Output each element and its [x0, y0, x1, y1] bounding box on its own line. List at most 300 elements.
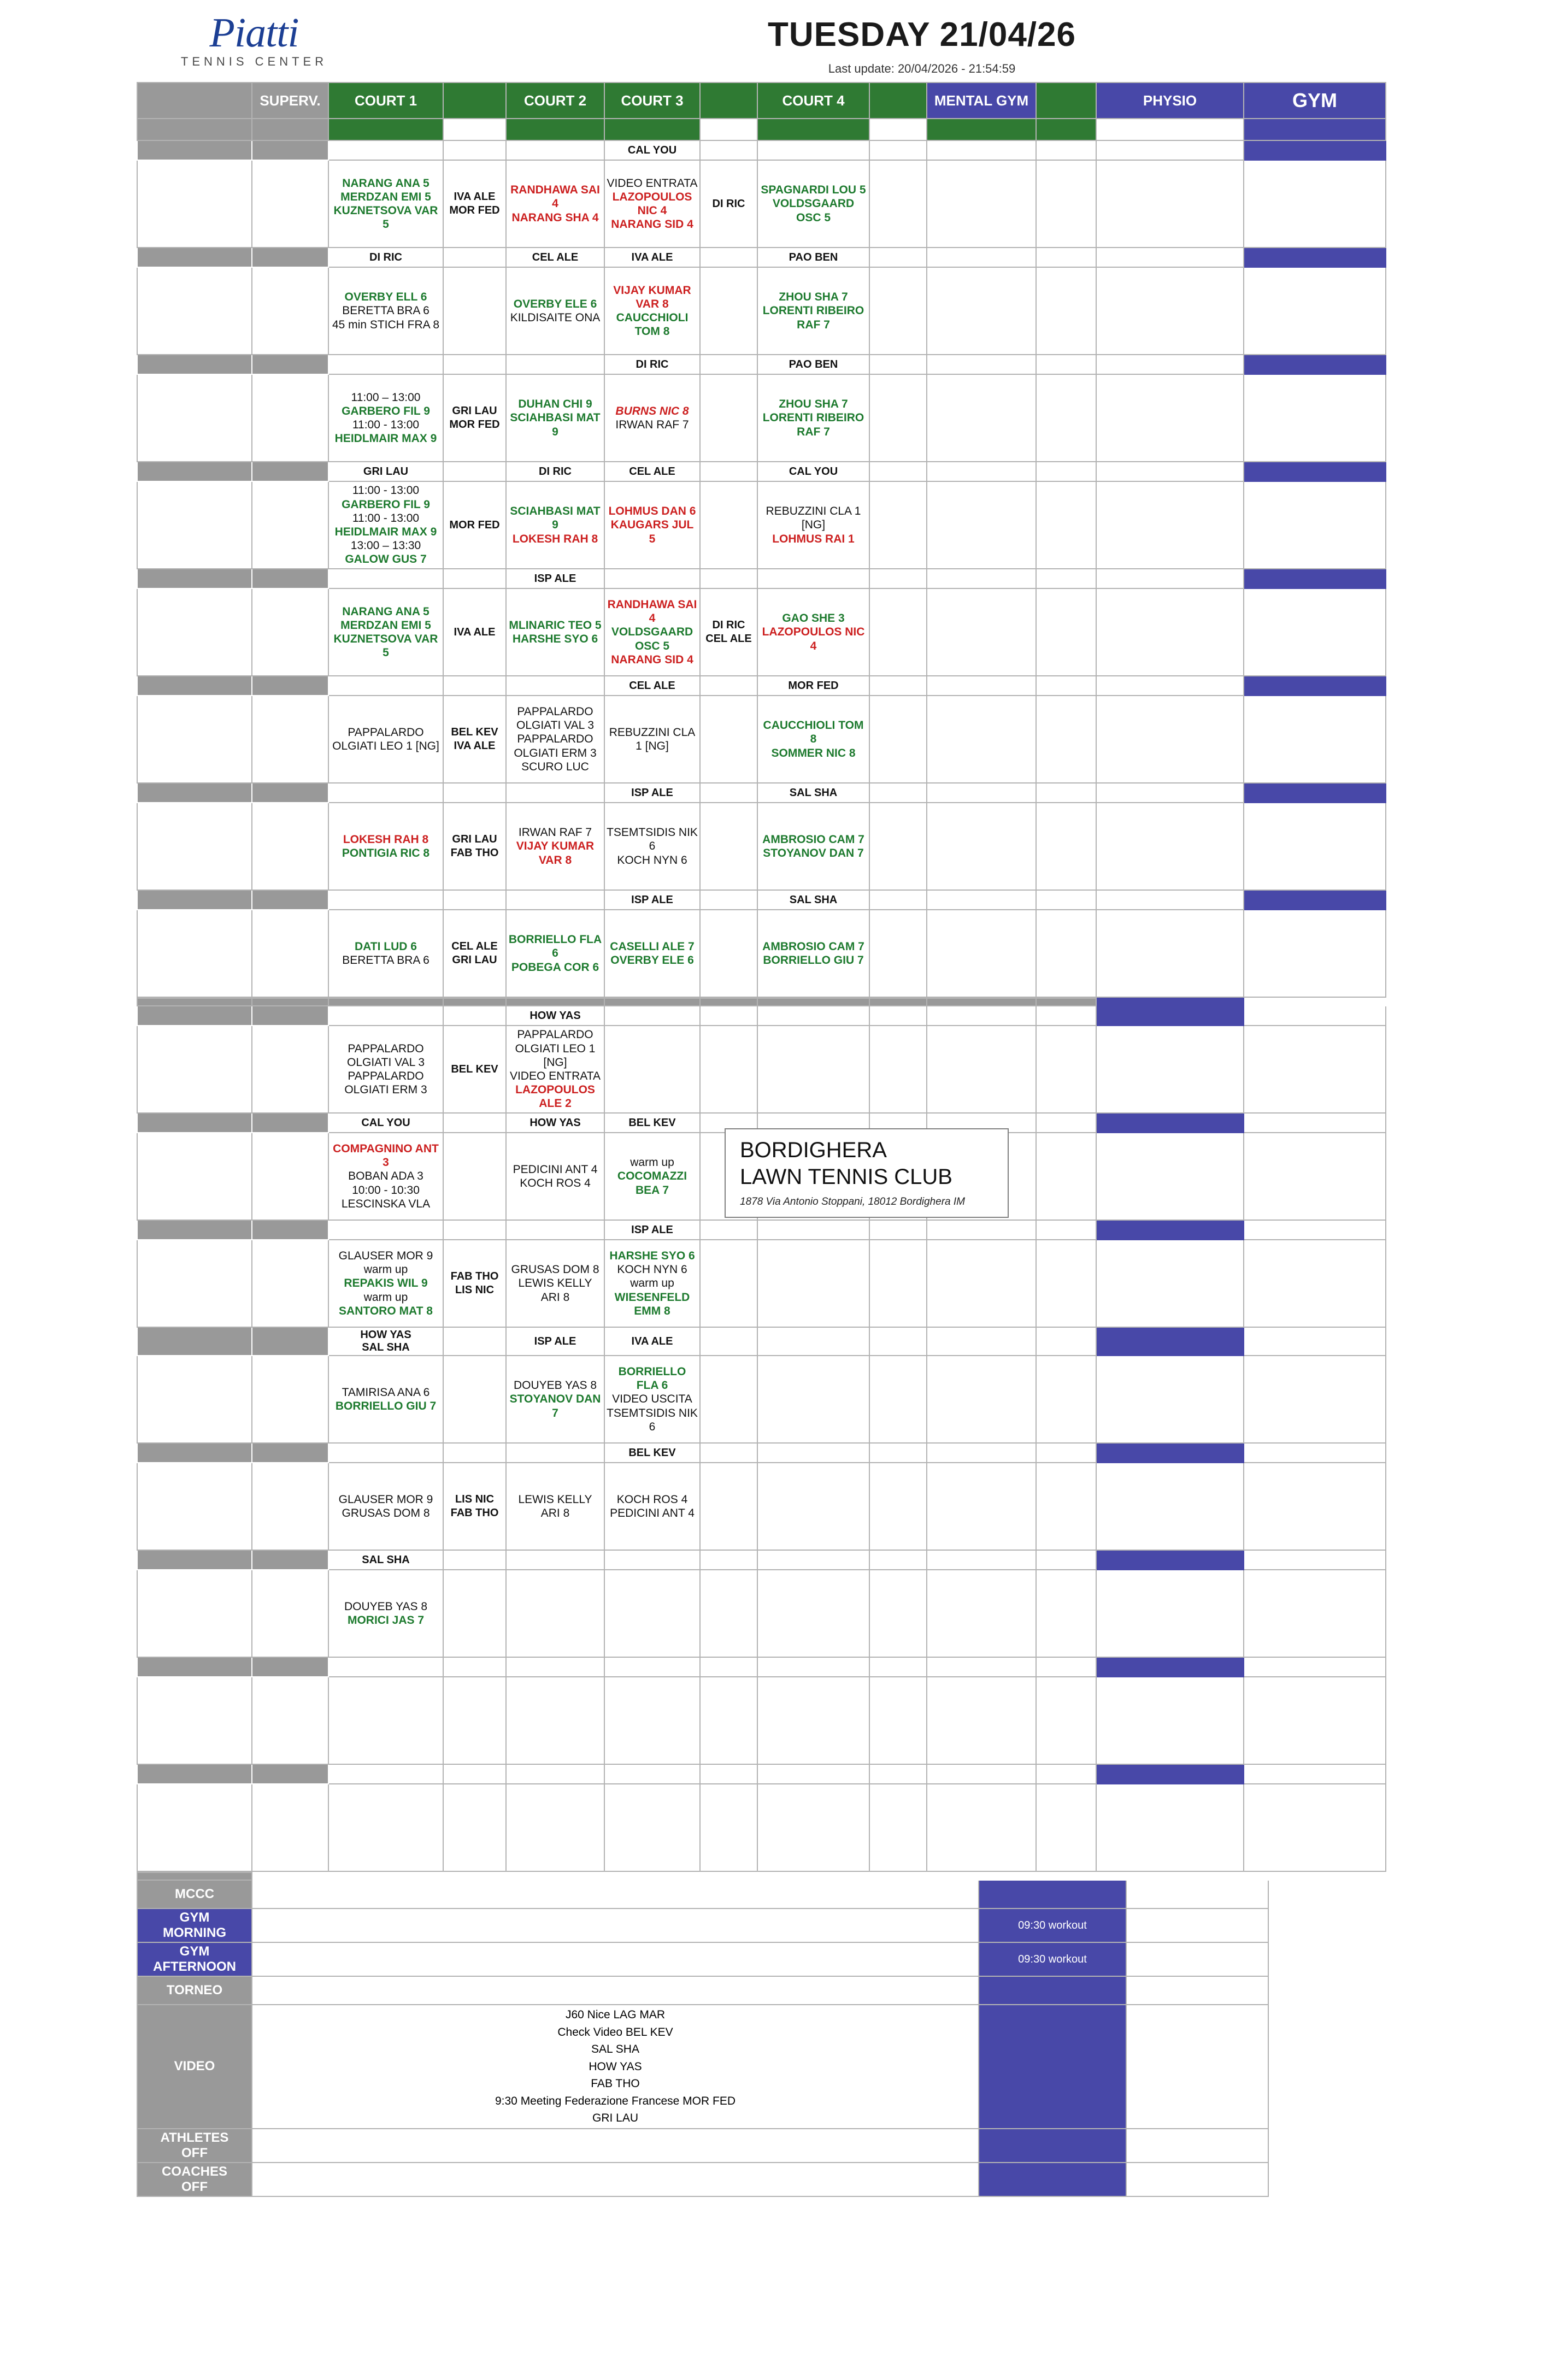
bltc-coach-strip-row: [137, 1764, 1386, 1784]
coach-strip-court3-coach: [700, 248, 757, 267]
bltc-row-gym: [1244, 1026, 1386, 1113]
bltc-strip-court1: [328, 1764, 443, 1784]
separator-cell: [604, 998, 700, 1006]
coach-strip-gym: [1244, 890, 1386, 910]
bltc-strip-physio: [1096, 1657, 1244, 1677]
col-physio: PHYSIO: [1096, 83, 1244, 119]
coach-strip-court3-coach: [700, 890, 757, 910]
bltc-strip-mental-gym-extra: [1036, 1443, 1096, 1463]
bltc-row-court3: KOCH ROS 4 PEDICINI ANT 4: [604, 1463, 700, 1550]
footer-row-content: [252, 2129, 979, 2163]
coach-strip-mental-gym: [927, 462, 1036, 481]
footer-row-right: [979, 1880, 1126, 1908]
footer-row-right: [979, 2005, 1126, 2129]
bltc-row-mental-gym-extra: [1036, 1133, 1096, 1220]
bltc-row-mental-gym-extra: [1036, 1570, 1096, 1657]
footer-row-label: VIDEO: [137, 2005, 252, 2129]
footer-row: [137, 1942, 1268, 1976]
footer-sep-cell: [1126, 1872, 1268, 1880]
bltc-strip-court1-coach: [443, 1764, 506, 1784]
row-court3: BURNS NIC 8 IRWAN RAF 7: [604, 374, 700, 462]
row-mental-gym-extra: [1036, 267, 1096, 355]
row-time-label: 14:00: [137, 588, 252, 676]
coach-strip-court4: [757, 140, 869, 160]
coach-strip-mental-gym: [927, 569, 1036, 588]
separator-cell: [927, 998, 1036, 1006]
row-court3-coach: [700, 374, 757, 462]
row-superv: [252, 374, 328, 462]
bltc-row-court2: DOUYEB YAS 8 STOYANOV DAN 7: [506, 1356, 604, 1443]
bltc-strip-court1-coach: [443, 1006, 506, 1026]
coach-strip-court3: ISP ALE: [604, 783, 700, 803]
bltc-row-court3: [604, 1677, 700, 1764]
coach-strip-mental-gym-extra: [1036, 783, 1096, 803]
bltc-row-court4-coach: [869, 1026, 927, 1113]
bltc-strip-time-spacer: [137, 1327, 252, 1356]
bltc-row-court1: COMPAGNINO ANT 3 BOBAN ADA 3 10:00 - 10:30 LESCINSKA VLA: [328, 1133, 443, 1220]
row-court2: RANDHAWA SAI 4 NARANG SHA 4: [506, 160, 604, 248]
bltc-strip-physio: [1096, 1443, 1244, 1463]
row-mental-gym: [927, 803, 1036, 890]
bltc-strip-mental-gym: [927, 1657, 1036, 1677]
bltc-strip-mental-gym-extra: [1036, 1220, 1096, 1240]
coach-strip-court1-coach: [443, 783, 506, 803]
footer-row-label: GYM AFTERNOON: [137, 1942, 252, 1976]
bltc-row-mental-gym-extra: [1036, 1356, 1096, 1443]
coach-strip-superv: [252, 140, 328, 160]
row-court3-coach: [700, 481, 757, 569]
bltc-row-court1: DOUYEB YAS 8 MORICI JAS 7: [328, 1570, 443, 1657]
bltc-row-court1-coach: [443, 1677, 506, 1764]
row-court4: AMBROSIO CAM 7 STOYANOV DAN 7: [757, 803, 869, 890]
bltc-row-mental-gym-extra: [1036, 1026, 1096, 1113]
bltc-strip-court2: [506, 1443, 604, 1463]
coach-strip-physio: [1096, 355, 1244, 374]
bltc-row-court1: GLAUSER MOR 9 warm up REPAKIS WIL 9 warm up SANTORO MAT 8: [328, 1240, 443, 1327]
separator-cell-gym: [1244, 998, 1386, 1006]
bltc-row-physio: 17:00 workout: [1096, 1784, 1244, 1871]
tables-region: [0, 82, 1565, 2197]
row-court3: TSEMTSIDIS NIK 6 KOCH NYN 6: [604, 803, 700, 890]
coach-strip-court4-coach: [869, 783, 927, 803]
coach-strip-court1: [328, 140, 443, 160]
coach-strip-court3-coach: [700, 783, 757, 803]
coach-strip-court2: [506, 890, 604, 910]
venue-name-line1: BORDIGHERA: [740, 1138, 887, 1162]
bltc-row-court2: GRUSAS DOM 8 LEWIS KELLY ARI 8: [506, 1240, 604, 1327]
coach-strip-row: [137, 462, 1386, 481]
bltc-row-superv: [252, 1463, 328, 1550]
last-update-label: Last update: 20/04/2026 - 21:54:59: [828, 62, 1016, 75]
bltc-strip-court4-coach: [869, 1220, 927, 1240]
row-court4-coach: [869, 267, 927, 355]
coach-strip-court4: [757, 569, 869, 588]
sub-court3-coach: [700, 119, 757, 140]
bltc-row-physio: 11:00 workout: [1096, 1133, 1244, 1220]
bltc-row-mental-gym: [927, 1463, 1036, 1550]
bltc-strip-court4-coach: [869, 1006, 927, 1026]
row-court4-coach: [869, 160, 927, 248]
coach-strip-physio: [1096, 783, 1244, 803]
coach-strip-court4-coach: [869, 890, 927, 910]
bltc-row-time-label: BLTC 08:00: [137, 1026, 252, 1113]
row-mental-gym: [927, 160, 1036, 248]
bltc-strip-physio: [1096, 1113, 1244, 1133]
row-court1: LOKESH RAH 8 PONTIGIA RIC 8: [328, 803, 443, 890]
schedule-row: [137, 696, 1386, 783]
bltc-row-mental-gym-extra: [1036, 1463, 1096, 1550]
bltc-strip-court4: [757, 1006, 869, 1026]
bltc-coach-strip-row: [137, 1220, 1386, 1240]
coach-strip-court4-coach: [869, 569, 927, 588]
bltc-strip-court3-coach: [700, 1006, 757, 1026]
bltc-row-court3: [604, 1026, 700, 1113]
sub-superv: [252, 119, 328, 140]
coach-strip-court3: DI RIC: [604, 355, 700, 374]
bltc-row-court1: GLAUSER MOR 9 GRUSAS DOM 8: [328, 1463, 443, 1550]
bltc-row-court3-coach: [700, 1240, 757, 1327]
bltc-strip-court4: [757, 1443, 869, 1463]
footer-sep-cell: [252, 1872, 979, 1880]
bltc-strip-court1-coach: [443, 1220, 506, 1240]
row-court4: ZHOU SHA 7 LORENTI RIBEIRO RAF 7: [757, 374, 869, 462]
bltc-strip-superv: [252, 1550, 328, 1570]
bltc-coach-strip-row: [137, 1327, 1386, 1356]
row-court1-coach: GRI LAU MOR FED: [443, 374, 506, 462]
col-court3-coach: [700, 83, 757, 119]
row-gym: 15:30 workout: [1244, 588, 1386, 676]
coach-strip-court1: [328, 355, 443, 374]
coach-strip-mental-gym-extra: [1036, 355, 1096, 374]
bltc-row-court4: [757, 1356, 869, 1443]
row-court1-coach: IVA ALE: [443, 588, 506, 676]
coach-strip-time-spacer: [137, 569, 252, 588]
bltc-coach-strip-row: [137, 1657, 1386, 1677]
section-separator: [137, 998, 1386, 1006]
bltc-row-mental-gym: [927, 1677, 1036, 1764]
footer-row-gym: [1126, 1976, 1268, 2005]
bltc-row-court1-coach: [443, 1784, 506, 1871]
bltc-row-mental-gym: [927, 1356, 1036, 1443]
bltc-strip-court3-coach: [700, 1550, 757, 1570]
coach-strip-court4: CAL YOU: [757, 462, 869, 481]
coach-strip-gym: [1244, 355, 1386, 374]
coach-strip-court4: SAL SHA: [757, 783, 869, 803]
coach-strip-court3: CEL ALE: [604, 676, 700, 696]
row-mental-gym: [927, 481, 1036, 569]
row-time-label: 11:00: [137, 374, 252, 462]
coach-strip-court3: [604, 569, 700, 588]
bltc-row-court4-coach: [869, 1784, 927, 1871]
coach-strip-gym: [1244, 248, 1386, 267]
footer-row-gym: [1126, 1942, 1268, 1976]
coach-strip-time-spacer: [137, 676, 252, 696]
coach-strip-superv: [252, 783, 328, 803]
bltc-strip-physio: [1096, 1220, 1244, 1240]
footer-row-gym: [1126, 1908, 1268, 1942]
row-superv: [252, 481, 328, 569]
row-gym: 11:00 workout: [1244, 267, 1386, 355]
coach-strip-mental-gym-extra: [1036, 248, 1096, 267]
bltc-row-time-label: BLTC 14:00: [137, 1463, 252, 1550]
coach-strip-mental-gym: [927, 248, 1036, 267]
bltc-row-mental-gym-extra: [1036, 1784, 1096, 1871]
bltc-strip-physio: [1096, 1327, 1244, 1356]
schedule-row: [137, 588, 1386, 676]
coach-strip-court4-coach: [869, 676, 927, 696]
row-mental-gym: [927, 696, 1036, 783]
bltc-strip-mental-gym: [927, 1220, 1036, 1240]
coach-strip-court1: [328, 783, 443, 803]
venue-address: 1878 Via Antonio Stoppani, 18012 Bordighera IM: [740, 1195, 965, 1207]
separator-cell: [328, 998, 443, 1006]
page-title: TUESDAY 21/04/26: [767, 16, 1076, 54]
separator-cell: [443, 998, 506, 1006]
coach-strip-physio: [1096, 676, 1244, 696]
bltc-row-gym: [1244, 1240, 1386, 1327]
bltc-strip-court4-coach: [869, 1550, 927, 1570]
bltc-row-time-label: BLTC 17:00: [137, 1677, 252, 1764]
row-court3: RANDHAWA SAI 4 VOLDSGAARD OSC 5 NARANG SID 4: [604, 588, 700, 676]
bltc-row-mental-gym: [927, 1570, 1036, 1657]
bltc-row-court4-coach: [869, 1570, 927, 1657]
bltc-strip-court2: [506, 1550, 604, 1570]
row-physio: [1096, 588, 1244, 676]
bltc-strip-physio: [1096, 1764, 1244, 1784]
row-court1: DATI LUD 6 BERETTA BRA 6: [328, 910, 443, 997]
row-court2: DUHAN CHI 9 SCIAHBASI MAT 9: [506, 374, 604, 462]
bltc-row-court3: [604, 1570, 700, 1657]
sub-court1: [328, 119, 443, 140]
bltc-strip-superv: [252, 1006, 328, 1026]
bltc-strip-mental-gym: [927, 1327, 1036, 1356]
bltc-row-court3: HARSHE SYO 6 KOCH NYN 6 warm up WIESENFELD EMM 8: [604, 1240, 700, 1327]
coach-strip-row: [137, 140, 1386, 160]
bltc-strip-court1: CAL YOU: [328, 1113, 443, 1133]
bltc-row-superv: [252, 1133, 328, 1220]
coach-strip-court1: [328, 890, 443, 910]
schedule-row: [137, 374, 1386, 462]
row-court2: PAPPALARDO OLGIATI VAL 3 PAPPALARDO OLGIATI ERM 3 SCURO LUC: [506, 696, 604, 783]
footer-row: [137, 1976, 1268, 2005]
bltc-strip-court1-coach: [443, 1113, 506, 1133]
coach-strip-court2: ISP ALE: [506, 569, 604, 588]
coach-strip-gym: [1244, 676, 1386, 696]
title-block: [279, 10, 1565, 76]
bltc-strip-court4: [757, 1657, 869, 1677]
row-physio: [1096, 803, 1244, 890]
bltc-row-superv: [252, 1784, 328, 1871]
footer-row-label: GYM MORNING: [137, 1908, 252, 1942]
coach-strip-court3-coach: [700, 569, 757, 588]
row-court3-coach: [700, 910, 757, 997]
coach-strip-gym: [1244, 140, 1386, 160]
coach-strip-mental-gym: [927, 890, 1036, 910]
coach-strip-court1: GRI LAU: [328, 462, 443, 481]
bltc-schedule-row: [137, 1570, 1386, 1657]
row-court3: VIDEO ENTRATA LAZOPOULOS NIC 4 NARANG SID 4: [604, 160, 700, 248]
bltc-strip-time-spacer: [137, 1220, 252, 1240]
row-mental-gym: [927, 910, 1036, 997]
footer-row-content: [252, 1942, 979, 1976]
col-gym: GYM: [1244, 83, 1386, 119]
bltc-strip-time-spacer: [137, 1443, 252, 1463]
bltc-row-time-label: BLTC 12:30: [137, 1356, 252, 1443]
footer-row-gym: [1126, 2163, 1268, 2196]
row-court1: NARANG ANA 5 MERDZAN EMI 5 KUZNETSOVA VAR 5: [328, 588, 443, 676]
bltc-strip-court4: [757, 1327, 869, 1356]
bltc-row-court1-coach: LIS NIC FAB THO: [443, 1463, 506, 1550]
coach-strip-physio: [1096, 462, 1244, 481]
row-court4: GAO SHE 3 LAZOPOULOS NIC 4: [757, 588, 869, 676]
bltc-row-time-label: BLTC 15:30: [137, 1570, 252, 1657]
bltc-row-court1: [328, 1677, 443, 1764]
bltc-strip-court3: BEL KEV: [604, 1443, 700, 1463]
bltc-strip-gym: [1244, 1113, 1386, 1133]
bltc-row-gym: [1244, 1677, 1386, 1764]
row-mental-gym-extra: [1036, 910, 1096, 997]
bltc-strip-time-spacer: [137, 1550, 252, 1570]
separator-cell: [869, 998, 927, 1006]
bltc-row-superv: [252, 1026, 328, 1113]
coach-strip-mental-gym-extra: [1036, 462, 1096, 481]
coach-strip-court1-coach: [443, 569, 506, 588]
separator-cell-physio: [1096, 998, 1244, 1006]
sub-court4-coach: [869, 119, 927, 140]
bltc-row-court4-coach: [869, 1356, 927, 1443]
sub-court2: [506, 119, 604, 140]
row-mental-gym-extra: [1036, 160, 1096, 248]
bltc-strip-gym: [1244, 1657, 1386, 1677]
sub-corner: [137, 119, 252, 140]
row-physio: [1096, 160, 1244, 248]
coach-strip-court4-coach: [869, 140, 927, 160]
separator-cell: [252, 998, 328, 1006]
footer-row-right: 09:30 workout: [979, 1908, 1126, 1942]
bltc-row-court3-coach: [700, 1463, 757, 1550]
coach-strip-court1-coach: [443, 676, 506, 696]
coach-strip-superv: [252, 355, 328, 374]
bltc-row-court4-coach: [869, 1463, 927, 1550]
bltc-row-time-label: BLTC 09:30: [137, 1133, 252, 1220]
main-schedule-table: [137, 82, 1386, 998]
row-court1-coach: [443, 267, 506, 355]
bltc-schedule-row: [137, 1240, 1386, 1327]
bltc-strip-court3: [604, 1657, 700, 1677]
coach-strip-mental-gym-extra: [1036, 140, 1096, 160]
bltc-strip-court2: [506, 1764, 604, 1784]
bltc-row-court3: warm up COCOMAZZI BEA 7: [604, 1133, 700, 1220]
row-gym: 17:00 workout: [1244, 696, 1386, 783]
row-mental-gym-extra: [1036, 588, 1096, 676]
coach-strip-court4: PAO BEN: [757, 355, 869, 374]
bltc-strip-mental-gym: [927, 1443, 1036, 1463]
col-court1-coach: [443, 83, 506, 119]
bltc-row-mental-gym: [927, 1240, 1036, 1327]
coach-strip-mental-gym-extra: [1036, 676, 1096, 696]
bltc-row-superv: [252, 1570, 328, 1657]
bltc-row-mental-gym: [927, 1026, 1036, 1113]
bltc-row-court3-coach: [700, 1026, 757, 1113]
bltc-row-court2: [506, 1677, 604, 1764]
row-mental-gym-extra: [1036, 481, 1096, 569]
bltc-strip-court4: [757, 1550, 869, 1570]
row-superv: [252, 267, 328, 355]
bltc-strip-mental-gym-extra: [1036, 1113, 1096, 1133]
coach-strip-row: [137, 783, 1386, 803]
row-court4-coach: [869, 910, 927, 997]
bltc-strip-court4-coach: [869, 1764, 927, 1784]
bltc-strip-court4: [757, 1220, 869, 1240]
bltc-row-court1-coach: FAB THO LIS NIC: [443, 1240, 506, 1327]
bltc-row-court1: [328, 1784, 443, 1871]
footer-sep-cell: [137, 1872, 252, 1880]
bltc-schedule-row: [137, 1677, 1386, 1764]
bltc-strip-gym: [1244, 1327, 1386, 1356]
bltc-row-court1-coach: [443, 1133, 506, 1220]
bltc-strip-court1: [328, 1443, 443, 1463]
footer-row-label: MCCC: [137, 1880, 252, 1908]
sub-court4: [757, 119, 869, 140]
row-physio: [1096, 267, 1244, 355]
row-mental-gym-extra: [1036, 374, 1096, 462]
coach-strip-superv: [252, 462, 328, 481]
separator-cell: [757, 998, 869, 1006]
row-court3-coach: [700, 267, 757, 355]
bltc-strip-court1: [328, 1006, 443, 1026]
footer-row: [137, 1880, 1268, 1908]
schedule-row: [137, 803, 1386, 890]
coach-strip-time-spacer: [137, 462, 252, 481]
coach-strip-court3: ISP ALE: [604, 890, 700, 910]
col-court3: COURT 3: [604, 83, 700, 119]
bltc-row-time-label: BLTC 18:30: [137, 1784, 252, 1871]
row-court3: LOHMUS DAN 6 KAUGARS JUL 5: [604, 481, 700, 569]
bltc-row-court2: PEDICINI ANT 4 KOCH ROS 4: [506, 1133, 604, 1220]
row-physio: [1096, 481, 1244, 569]
row-court1-coach: BEL KEV IVA ALE: [443, 696, 506, 783]
separator-cell: [137, 998, 252, 1006]
row-time-label: 18:30: [137, 910, 252, 997]
bltc-strip-superv: [252, 1220, 328, 1240]
sub-court1-coach: [443, 119, 506, 140]
col-court2: COURT 2: [506, 83, 604, 119]
bltc-row-physio: 11:00 workout: [1096, 1356, 1244, 1443]
row-court4-coach: [869, 588, 927, 676]
bltc-row-gym: [1244, 1356, 1386, 1443]
bltc-row-court4: [757, 1463, 869, 1550]
bltc-row-physio: 17:00 workout: [1096, 1570, 1244, 1657]
bltc-strip-court1: [328, 1220, 443, 1240]
bltc-row-court3-coach: [700, 1677, 757, 1764]
coach-strip-court1-coach: [443, 355, 506, 374]
bltc-strip-physio: [1096, 1006, 1244, 1026]
row-superv: [252, 588, 328, 676]
footer-row-right: [979, 2129, 1126, 2163]
coach-strip-court2: [506, 783, 604, 803]
page-header: [0, 0, 1565, 82]
row-gym: 17:00 workout: [1244, 910, 1386, 997]
coach-strip-court1: [328, 569, 443, 588]
row-gym: 15:30 workout: [1244, 803, 1386, 890]
coach-strip-court4: PAO BEN: [757, 248, 869, 267]
bltc-strip-court3-coach: [700, 1327, 757, 1356]
row-court2: BORRIELLO FLA 6 POBEGA COR 6: [506, 910, 604, 997]
bltc-strip-court1: HOW YAS SAL SHA: [328, 1327, 443, 1356]
coach-strip-time-spacer: [137, 890, 252, 910]
row-court3-coach: DI RIC: [700, 160, 757, 248]
bltc-row-court1: PAPPALARDO OLGIATI VAL 3 PAPPALARDO OLGIATI ERM 3: [328, 1026, 443, 1113]
